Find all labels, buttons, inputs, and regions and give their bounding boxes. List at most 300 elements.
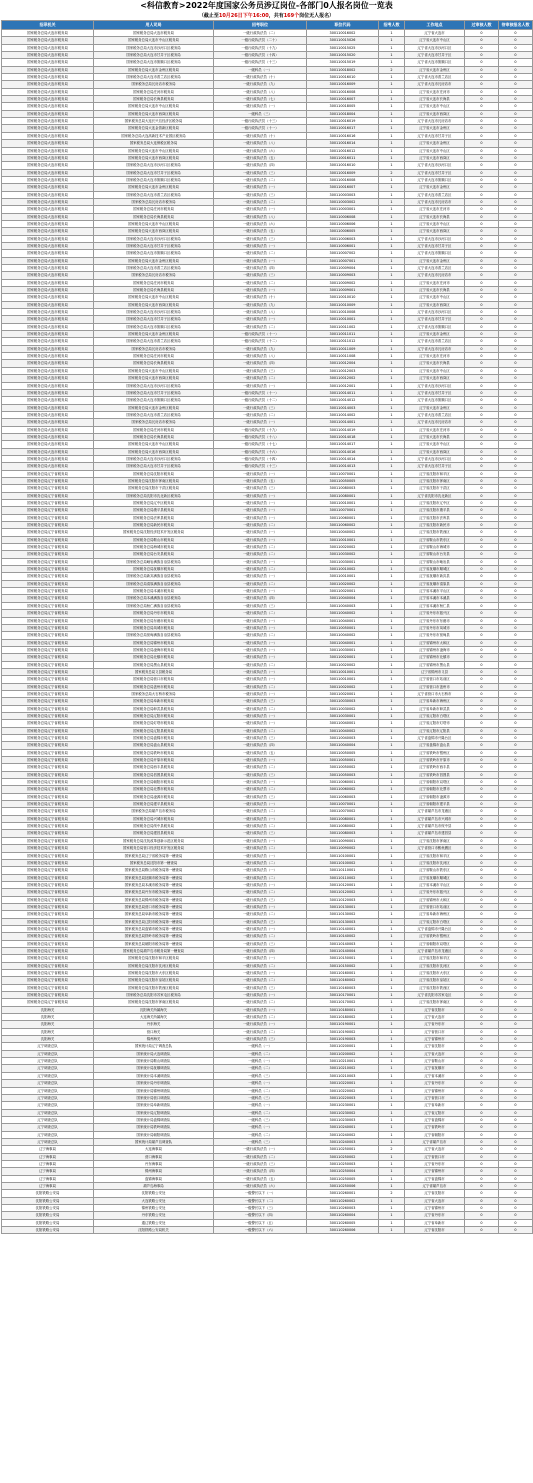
table-cell: 0 [499, 220, 533, 227]
table-cell: 300110006006 [307, 220, 379, 227]
table-cell: 1 [379, 1028, 405, 1035]
table-cell: 1 [379, 389, 405, 396]
table-cell: 国家税务总局辽宁省税务局 [2, 735, 94, 742]
table-cell: 0 [465, 316, 499, 323]
table-cell: 0 [499, 154, 533, 161]
table-row [2, 867, 533, 874]
table-cell: 辽宁省锦州市太和区 [405, 896, 465, 903]
table-cell: 辽宁省铁岭市银州区 [405, 933, 465, 940]
table-cell: 0 [499, 331, 533, 338]
table-cell: 300110020001 [307, 654, 379, 661]
table-cell: 国家税务总局辽宁省税务局 [2, 558, 94, 565]
table-cell: 0 [465, 30, 499, 37]
table-cell: 沈阳铁路公安局 [2, 1197, 94, 1204]
table-cell: 0 [465, 1116, 499, 1123]
table-cell: 0 [465, 441, 499, 448]
table-cell: 国家税务总局大连市甘井子区税务局 [94, 316, 214, 323]
table-cell: 一级行政执法员（一） [214, 316, 307, 323]
table-cell: 0 [465, 1160, 499, 1167]
table-row [2, 955, 533, 962]
table-cell: 0 [499, 918, 533, 925]
column-header: 招考职位 [214, 21, 307, 30]
table-cell: 一级行政执法员（一） [214, 970, 307, 977]
table-cell: 1 [379, 808, 405, 815]
table-cell: 国家税务总局盘锦市税务局 [94, 735, 214, 742]
table-cell: 300110190002 [307, 1028, 379, 1035]
table-cell: 一级警长以下（一） [214, 1190, 307, 1197]
table-cell: 0 [465, 859, 499, 866]
table-cell: 300110011008 [307, 353, 379, 360]
table-cell: 一级警长以下（三） [214, 1205, 307, 1212]
table-cell: 1 [379, 433, 405, 440]
table-cell: 国家税务总局辽宁省税务局 [2, 918, 94, 925]
table-cell: 国家税务总局大连市西岗区税务局 [94, 448, 214, 455]
table-cell: 国家税务总局灯塔市税务局 [94, 720, 214, 727]
column-header: 工作地点 [405, 21, 465, 30]
table-cell: 辽宁调查总队 [2, 1109, 94, 1116]
table-cell: 1 [379, 1058, 405, 1065]
table-cell: 0 [499, 213, 533, 220]
table-cell: 0 [499, 470, 533, 477]
table-cell: 0 [499, 970, 533, 977]
table-cell: 300110010010 [307, 294, 379, 301]
table-cell: 葫芦岛海事局 [94, 1182, 214, 1189]
table-cell: 国家税务总局大连市税务局 [94, 30, 214, 37]
table-cell: 300110016019 [307, 118, 379, 125]
table-cell: 0 [499, 683, 533, 690]
table-cell: 0 [465, 639, 499, 646]
table-cell: 300110020002 [307, 580, 379, 587]
table-cell: 0 [499, 1102, 533, 1109]
table-cell: 一级科员（三） [214, 110, 307, 117]
table-cell: 0 [499, 903, 533, 910]
table-cell: 国家税务总局辽宁省税务局 [2, 477, 94, 484]
table-cell: 0 [465, 771, 499, 778]
table-row [2, 132, 533, 139]
table-cell: 一级行政执法员（十一） [214, 331, 307, 338]
table-cell: 1 [379, 1153, 405, 1160]
table-cell: 0 [465, 830, 499, 837]
table-cell: 国家税务总局大连市普兰店区税务局 [94, 265, 214, 272]
table-cell: 一级科员（二） [214, 1109, 307, 1116]
table-cell: 一级行政执法员（一） [214, 588, 307, 595]
table-cell: 0 [499, 140, 533, 147]
table-cell: 0 [465, 1058, 499, 1065]
table-cell: 0 [499, 698, 533, 705]
table-cell: 0 [499, 793, 533, 800]
table-cell: 国家税务总局辽宁省税务局第一稽查局 [94, 852, 214, 859]
table-cell: 国家统计局锦州调查队 [94, 1087, 214, 1094]
table-cell: 国家税务总局大连市旅顺口区税务局 [94, 397, 214, 404]
table-row [2, 272, 533, 279]
table-cell: 0 [499, 316, 533, 323]
table-cell: 300110015025 [307, 44, 379, 51]
table-cell: 300110050001 [307, 757, 379, 764]
table-cell: 300110040002 [307, 727, 379, 734]
table-cell: 辽宁省本溪市本溪县 [405, 595, 465, 602]
table-cell: 1 [379, 492, 405, 499]
table-cell: 一级行政执法员（八） [214, 213, 307, 220]
table-cell: 国家税务总局瓦房店市税务局 [94, 345, 214, 352]
table-cell: 国家税务总局大连市中山区税务局 [94, 441, 214, 448]
table-row [2, 1190, 533, 1197]
table-row [2, 793, 533, 800]
table-row [2, 507, 533, 514]
table-cell: 一级行政执法员（二） [214, 933, 307, 940]
table-cell: 一级行政执法员（三） [214, 984, 307, 991]
table-cell: 1 [379, 125, 405, 132]
table-cell: 一级科员（三） [214, 1138, 307, 1145]
table-header-row [2, 21, 533, 30]
table-cell: 300110014019 [307, 426, 379, 433]
table-cell: 一级行政执法员（五） [214, 1175, 307, 1182]
table-cell: 一级行政执法员（三） [214, 793, 307, 800]
table-cell: 一级行政执法员（一） [214, 470, 307, 477]
table-cell: 0 [465, 1197, 499, 1204]
table-cell: 一级行政执法员（二） [214, 522, 307, 529]
table-cell: 0 [499, 624, 533, 631]
table-cell: 一级行政执法员（一） [214, 1021, 307, 1028]
table-cell: 国家税务总局庄河市税务局 [94, 426, 214, 433]
table-cell: 辽宁调查总队 [2, 1116, 94, 1123]
table-cell: 国家税务总局大连市西岗区税务局 [94, 301, 214, 308]
table-row [2, 206, 533, 213]
table-cell: 辽宁省辽阳市白塔区 [405, 918, 465, 925]
table-cell: 0 [499, 1182, 533, 1189]
table-cell: 300110260001 [307, 1190, 379, 1197]
table-cell: 300110230002 [307, 1109, 379, 1116]
table-cell: 国家税务总局北票市税务局 [94, 786, 214, 793]
table-cell: 国家税务总局长海县税务局 [94, 360, 214, 367]
table-cell: 一级行政执法员（二） [214, 551, 307, 558]
table-cell: 国家税务总局辽宁省税务局 [2, 896, 94, 903]
table-row [2, 470, 533, 477]
table-cell: 0 [499, 1197, 533, 1204]
table-cell: 辽宁省沈阳市沈河区 [405, 962, 465, 969]
table-cell: 一级行政执法员（三） [214, 940, 307, 947]
table-cell: 0 [499, 103, 533, 110]
table-cell: 300110250004 [307, 1168, 379, 1175]
table-cell: 国家统计局葫芦岛调查队 [94, 1138, 214, 1145]
table-cell: 0 [465, 984, 499, 991]
table-cell: 1 [379, 566, 405, 573]
table-cell: 辽宁调查总队 [2, 1072, 94, 1079]
table-cell: 辽宁省大连市 [405, 30, 465, 37]
table-cell: 国家税务总局大连市税务局 [2, 448, 94, 455]
table-cell: 1 [379, 272, 405, 279]
table-row [2, 632, 533, 639]
table-cell: 0 [465, 933, 499, 940]
table-cell: 一级行政执法员（三） [214, 191, 307, 198]
table-cell: 300110014016 [307, 448, 379, 455]
table-row [2, 962, 533, 969]
table-cell: 一级行政执法员（一） [214, 514, 307, 521]
table-cell: 辽宁省大连市普兰店区 [405, 74, 465, 81]
table-cell: 300110040004 [307, 742, 379, 749]
table-cell: 国家税务总局辽宁省税务局 [2, 977, 94, 984]
table-cell: 辽宁省大连市旅顺口区 [405, 59, 465, 66]
table-row [2, 353, 533, 360]
table-cell: 一级行政执法员（二） [214, 845, 307, 852]
table-cell: 0 [499, 984, 533, 991]
table-cell: 一级行政执法员（二） [214, 566, 307, 573]
table-cell: 辽宁调查总队 [2, 1065, 94, 1072]
table-cell: 0 [499, 889, 533, 896]
table-cell: 1 [379, 338, 405, 345]
table-row [2, 30, 533, 37]
table-cell: 国家税务总局沈阳市苏家屯区税务局 [94, 992, 214, 999]
table-cell: 1 [379, 735, 405, 742]
table-cell: 国家税务总局大连市中山区税务局 [94, 103, 214, 110]
table-cell: 1 [379, 977, 405, 984]
table-row [2, 1014, 533, 1021]
table-cell: 1 [379, 30, 405, 37]
table-cell: 一级行政执法员（八） [214, 353, 307, 360]
table-cell: 300110016017 [307, 125, 379, 132]
table-cell: 辽宁省朝阳市 [405, 1131, 465, 1138]
table-cell: 国家税务总局沈抚改革创新示范区税务局 [94, 837, 214, 844]
table-cell: 0 [465, 287, 499, 294]
table-cell: 0 [499, 911, 533, 918]
table-cell: 沈阳海关 [2, 1021, 94, 1028]
table-cell: 国家税务总局大连市税务局 [2, 81, 94, 88]
table-cell: 300110130001 [307, 903, 379, 910]
table-cell: 辽宁省沈阳市沈北新区 [405, 492, 465, 499]
table-cell: 国家税务总局辽宁省税务局 [2, 727, 94, 734]
table-cell: 0 [499, 242, 533, 249]
table-cell: 辽宁省盘锦市 [405, 1175, 465, 1182]
table-cell: 辽宁调查总队 [2, 1124, 94, 1131]
table-cell: 1 [379, 74, 405, 81]
table-cell: 辽宁调查总队 [2, 1043, 94, 1050]
table-cell: 0 [465, 147, 499, 154]
table-cell: 0 [465, 793, 499, 800]
table-row [2, 411, 533, 418]
table-cell: 0 [465, 294, 499, 301]
table-row [2, 588, 533, 595]
table-cell: 1 [379, 507, 405, 514]
table-cell: 国家税务总局辽宁省税务局 [2, 947, 94, 954]
table-cell: 0 [465, 1080, 499, 1087]
table-cell: 辽宁省大连市甘井子区 [405, 242, 465, 249]
table-cell: 1 [379, 455, 405, 462]
table-cell: 国家税务总局铁岭市税务局第一稽查局 [94, 933, 214, 940]
table-cell: 1 [379, 830, 405, 837]
table-row [2, 118, 533, 125]
table-cell: 一级行政执法员（二） [214, 705, 307, 712]
table-cell: 辽宁省大连市西岗区 [405, 301, 465, 308]
table-cell: 辽宁省大连市中山区 [405, 441, 465, 448]
table-cell: 300110020002 [307, 683, 379, 690]
table-cell: 0 [465, 764, 499, 771]
table-cell: 0 [465, 426, 499, 433]
table-row [2, 947, 533, 954]
table-cell: 0 [465, 1036, 499, 1043]
table-cell: 国家税务总局辽宁省税务局 [2, 705, 94, 712]
table-cell: 0 [465, 1021, 499, 1028]
table-cell: 一级行政执法员（二） [214, 544, 307, 551]
table-cell: 300110011012 [307, 338, 379, 345]
table-cell: 0 [465, 353, 499, 360]
table-cell: 0 [499, 764, 533, 771]
table-cell: 1 [379, 463, 405, 470]
table-cell: 1 [379, 771, 405, 778]
table-row [2, 1028, 533, 1035]
table-cell: 0 [499, 610, 533, 617]
table-cell: 0 [465, 1109, 499, 1116]
table-cell: 国家税务总局铁岭市税务局 [94, 749, 214, 756]
table-row [2, 676, 533, 683]
table-cell: 1 [379, 206, 405, 213]
table-cell: 0 [499, 676, 533, 683]
page-title: <科信教育>2022年度国家公务员涉辽岗位-各部门0人报名岗位一览表 [140, 1, 393, 10]
table-cell: 一级行政执法员（一） [214, 837, 307, 844]
table-cell: 国家税务总局大连市普兰店区税务局 [94, 191, 214, 198]
table-row [2, 544, 533, 551]
table-cell: 国家税务总局大连市税务局 [2, 433, 94, 440]
table-cell: 1 [379, 353, 405, 360]
table-cell: 0 [499, 881, 533, 888]
table-row [2, 602, 533, 609]
table-cell: 0 [465, 1050, 499, 1057]
table-cell: 0 [499, 492, 533, 499]
table-row [2, 580, 533, 587]
table-cell: 300110050001 [307, 624, 379, 631]
table-cell: 0 [465, 1131, 499, 1138]
table-cell: 0 [499, 632, 533, 639]
table-cell: 0 [499, 771, 533, 778]
table-cell: 国家税务总局大连市税务局 [2, 426, 94, 433]
table-cell: 辽宁省大连市中山区 [405, 103, 465, 110]
table-cell: 辽宁省大连市金州区 [405, 140, 465, 147]
table-cell: 0 [499, 272, 533, 279]
table-cell: 国家税务总局大连市税务局 [2, 198, 94, 205]
table-row [2, 639, 533, 646]
table-cell: 1 [379, 265, 405, 272]
table-cell: 1 [379, 81, 405, 88]
table-cell: 辽宁省大连市甘井子区 [405, 132, 465, 139]
table-cell: 国家税务总局大连市税务局 [2, 74, 94, 81]
table-cell: 辽宁省丹东市东港市 [405, 617, 465, 624]
table-cell: 1 [379, 1160, 405, 1167]
table-cell: 一级科员（二） [214, 1087, 307, 1094]
table-row [2, 896, 533, 903]
table-cell: 0 [465, 676, 499, 683]
table-cell: 营口海关 [94, 1028, 214, 1035]
table-cell: 国家税务总局辽宁省税务局 [2, 632, 94, 639]
table-row [2, 184, 533, 191]
table-cell: 1 [379, 235, 405, 242]
table-cell: 一级行政执法员（二） [214, 786, 307, 793]
table-cell: 300110014018 [307, 433, 379, 440]
table-cell: 0 [465, 749, 499, 756]
table-cell: 0 [499, 654, 533, 661]
table-row [2, 830, 533, 837]
table-cell: 0 [465, 610, 499, 617]
table-cell: 300110180002 [307, 1014, 379, 1021]
table-row [2, 1182, 533, 1189]
table-row [2, 771, 533, 778]
table-cell: 一级行政执法员（二） [214, 375, 307, 382]
table-cell: 辽宁省丹东市宽甸县 [405, 632, 465, 639]
table-cell: 300110014012 [307, 397, 379, 404]
table-cell: 辽宁省盘锦市 [405, 1116, 465, 1123]
column-header: 过审核人数 [465, 21, 499, 30]
table-row [2, 1138, 533, 1145]
table-row [2, 448, 533, 455]
table-cell: 国家税务总局大连市沙河口区税务局 [94, 309, 214, 316]
table-cell: 300110010001 [307, 676, 379, 683]
table-cell: 0 [465, 654, 499, 661]
table-cell: 一级行政执法员（二） [214, 198, 307, 205]
table-cell: 国家税务总局辽阳市税务局 [94, 712, 214, 719]
table-cell: 300110010001 [307, 316, 379, 323]
table-cell: 一级行政执法员（一） [214, 801, 307, 808]
table-cell: 1 [379, 411, 405, 418]
table-row [2, 837, 533, 844]
table-cell: 0 [465, 338, 499, 345]
table-cell: 国家税务总局大连市税务局 [2, 360, 94, 367]
table-row [2, 162, 533, 169]
table-cell: 0 [499, 477, 533, 484]
table-cell: 300110010001 [307, 500, 379, 507]
table-row [2, 1175, 533, 1182]
table-cell: 300110120003 [307, 896, 379, 903]
table-cell: 辽宁省葫芦岛市龙港区 [405, 808, 465, 815]
table-cell: 0 [499, 382, 533, 389]
table-cell: 1 [379, 676, 405, 683]
table-cell: 300110180001 [307, 1006, 379, 1013]
table-cell: 1 [379, 1065, 405, 1072]
table-cell: 辽宁省锦州市义县 [405, 668, 465, 675]
table-cell: 300110020002 [307, 661, 379, 668]
table-cell: 300110040004 [307, 595, 379, 602]
table-cell: 0 [465, 551, 499, 558]
table-cell: 一级行政执法员（一） [214, 206, 307, 213]
table-cell: 国家税务总局大连市税务局 [2, 191, 94, 198]
table-cell: 0 [499, 720, 533, 727]
table-cell: 国家税务总局沈阳市第一稽查局 [94, 859, 214, 866]
table-cell: 沈阳海关 [2, 1006, 94, 1013]
table-cell: 国家税务总局本溪市税务局 [94, 588, 214, 595]
table-cell: 0 [465, 206, 499, 213]
table-row [2, 265, 533, 272]
table-cell: 国家税务总局大连市甘井子区税务局 [94, 463, 214, 470]
table-cell: 1 [379, 845, 405, 852]
table-cell: 0 [465, 74, 499, 81]
table-row [2, 933, 533, 940]
table-cell: 1 [379, 940, 405, 947]
table-cell: 辽宁省大连市中山区 [405, 147, 465, 154]
table-cell: 1 [379, 661, 405, 668]
table-cell: 一级行政执法员（二） [214, 610, 307, 617]
table-cell: 0 [499, 345, 533, 352]
table-cell: 0 [465, 198, 499, 205]
table-cell: 国家税务总局辽宁省税务局 [2, 551, 94, 558]
table-cell: 国家税务总局岫岩满族自治县税务局 [94, 558, 214, 565]
table-cell: 1 [379, 316, 405, 323]
table-cell: 国家税务总局大连市中山区税务局 [94, 220, 214, 227]
table-row [2, 911, 533, 918]
table-row [2, 389, 533, 396]
table-cell: 国家税务总局大连市税务局 [2, 367, 94, 374]
table-cell: 0 [499, 1160, 533, 1167]
table-row [2, 140, 533, 147]
table-cell: 0 [465, 815, 499, 822]
table-row [2, 1205, 533, 1212]
table-cell: 一级行政执法员（四） [214, 265, 307, 272]
table-cell: 1 [379, 852, 405, 859]
